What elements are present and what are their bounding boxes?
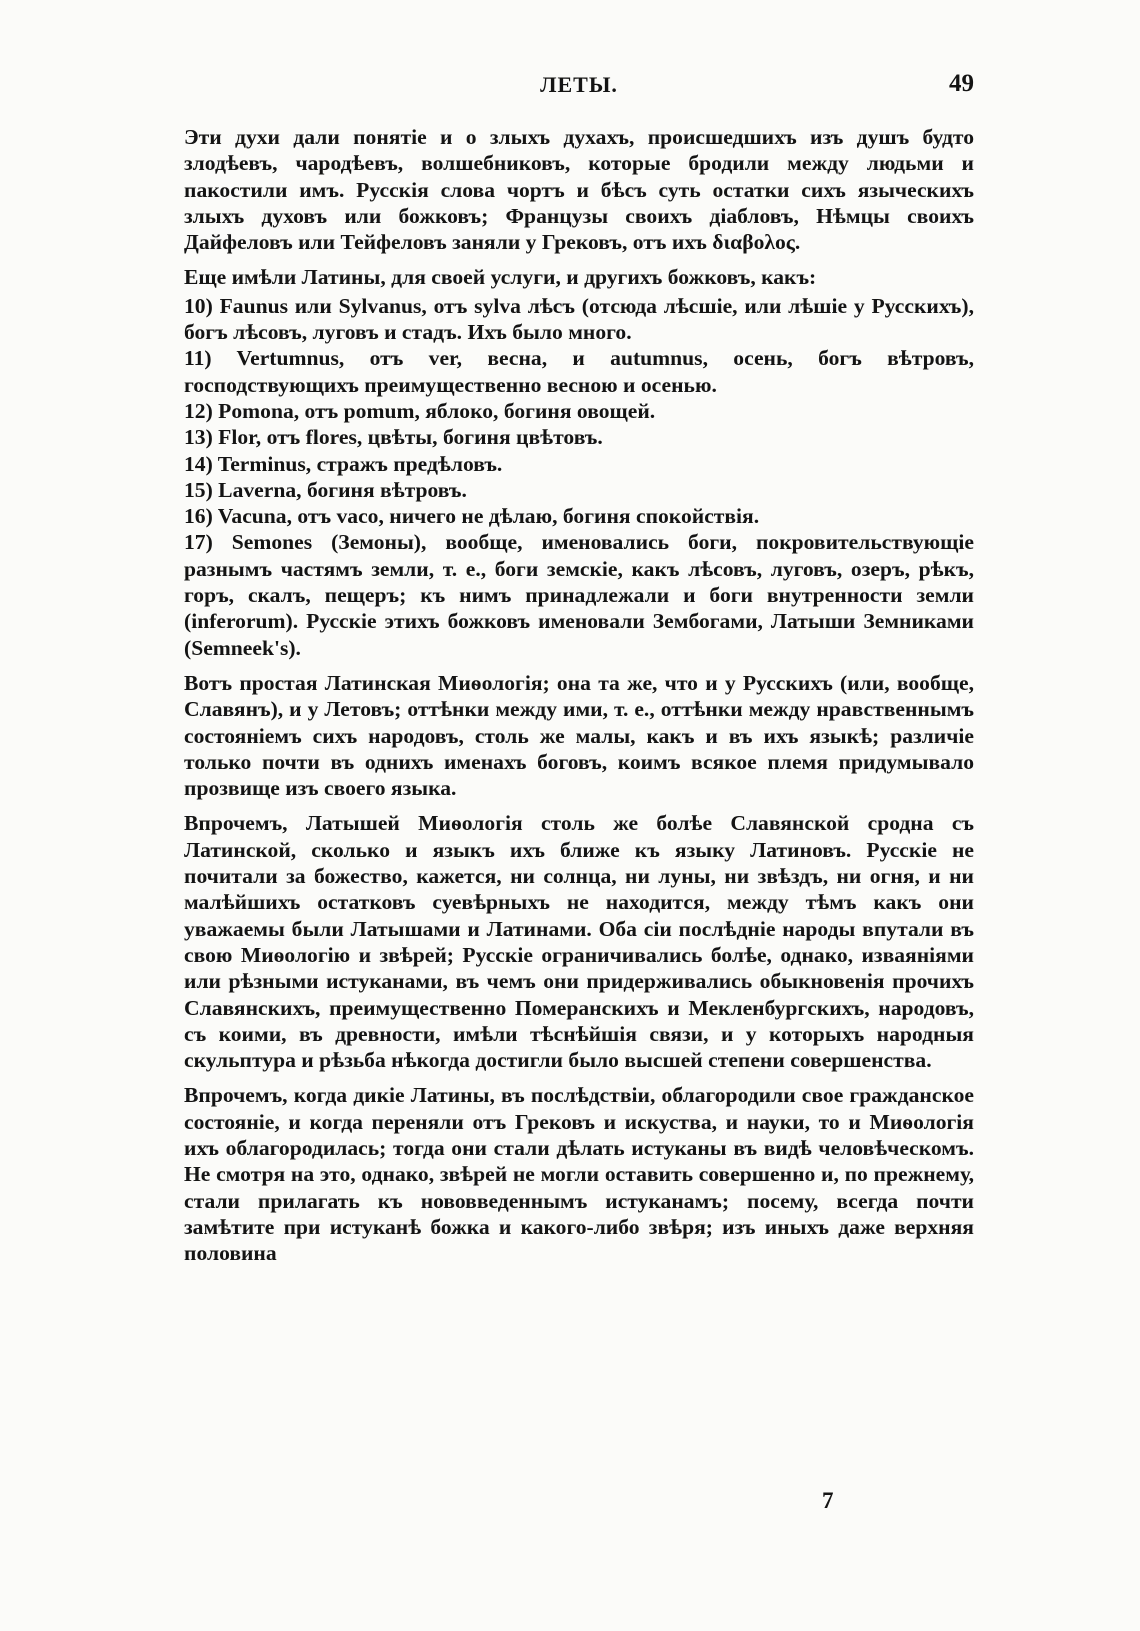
list-item: 16) Vacuna, отъ vaco, ничего не дѣлаю, богиня спокойствія. <box>184 504 760 529</box>
list-item: 12) Pomona, отъ pomum, яблоко, богиня овощей. <box>184 398 656 423</box>
page-header <box>184 66 974 106</box>
signature-mark: 7 <box>822 1488 834 1513</box>
list-item: 14) Terminus, стражъ предѣловъ. <box>184 451 503 476</box>
list-item: 13) Flor, отъ flores, цвѣты, богиня цвѣтовъ. <box>184 425 603 450</box>
body-text <box>184 124 974 1275</box>
running-title: ЛЕТЫ. <box>540 72 618 97</box>
list-item: 17) Semones (Земоны), вообще, именовались боги, покровительствующіе разнымъ частямъ земли, т. е., боги земскіе, какъ лѣсовъ, луговъ, озеръ, рѣкъ, горъ, скалъ, пещеръ; къ нимъ принадлежали и боги внутренности земли (inferorum). Русскіе этихъ божковъ именовали Зембогами, Латыши Земниками (Semneek's). <box>184 530 974 660</box>
paragraph-latvian-mythology: Впрочемъ, Латышей Миѳологія столь же болѣе Славянской сродна съ Латинской, сколько и языкъ ихъ ближе къ языку Латиновъ. Русскіе не почитали за божество, кажется, ни солнца, ни луны, ни звѣздъ, ни огня, и ни малѣйшихъ остатковъ суевѣрныхъ не находится, между тѣмъ какъ они уважаемы были Латышами и Латинами. Оба сіи послѣдніе народы впутали въ свою Миѳологію и звѣрей; Русскіе ограничивались болѣе, однако, изваяніями или рѣзными истуканами, въ чемъ они придерживались обыкновенія прочихъ Славянскихъ, преимущественно Померанскихъ и Мекленбургскихъ, народовъ, съ коими, въ древности, имѣли тѣснѣйшія связи, и у которыхъ народныя скульптура и рѣзьба нѣкогда достигли было высшей степени совершенства. <box>184 811 974 1073</box>
list-item: 10) Faunus или Sylvanus, отъ sylva лѣсъ (отсюда лѣсшіе, или лѣшіе у Русскихъ), богъ лѣсовъ, луговъ и стадъ. Ихъ было много. <box>184 293 974 345</box>
list-item: 11) Vertumnus, отъ ver, весна, и autumnus, осень, богъ вѣтровъ, господствующихъ преимущественно весною и осенью. <box>184 346 974 397</box>
page-number: 49 <box>949 70 974 97</box>
gods-list <box>184 293 974 661</box>
paragraph-evil-spirits: Эти духи дали понятіе и о злыхъ духахъ, происшедшихъ изъ душъ будто злодѣевъ, чародѣевъ, волшебниковъ, которые бродили между людьми и пакостили имъ. Русскія слова чортъ и бѣсъ суть остатки сихъ языческихъ злыхъ духовъ или божковъ; Французы своихъ діабловъ, Нѣмцы своихъ Дайфеловъ или Тейфеловъ заняли у Грековъ, отъ ихъ διαβολος. <box>184 125 974 255</box>
paragraph-idols: Впрочемъ, когда дикіе Латины, въ послѣдствіи, облагородили свое гражданское состояніе, и когда переняли отъ Грековъ и искуства, и науки, то и Миѳологія ихъ облагородилась; тогда они стали дѣлать истуканы въ видѣ человѣческомъ. Не смотря на это, однако, звѣрей не могли оставить совершенно и, по прежнему, стали прилагать къ нововведеннымъ истуканамъ; посему, всегда почти замѣтите при истуканѣ божка и какого-либо звѣря; изъ иныхъ даже верхняя половина <box>184 1083 974 1266</box>
paragraph-latin-mythology: Вотъ простая Латинская Миѳологія; она та же, что и у Русскихъ (или, вообще, Славянъ), и у Летовъ; оттѣнки между ими, т. е., оттѣнки между нравственнымъ состояніемъ сихъ народовъ, столь же малы, какъ и въ ихъ языкѣ; различіе только почти въ однихъ именахъ боговъ, коимъ всякое племя придумывало прозвище изъ своего языка. <box>184 670 974 801</box>
paragraph-other-gods-intro: Еще имѣли Латины, для своей услуги, и другихъ божковъ, какъ: <box>184 265 817 290</box>
list-item: 15) Laverna, богиня вѣтровъ. <box>184 477 467 502</box>
